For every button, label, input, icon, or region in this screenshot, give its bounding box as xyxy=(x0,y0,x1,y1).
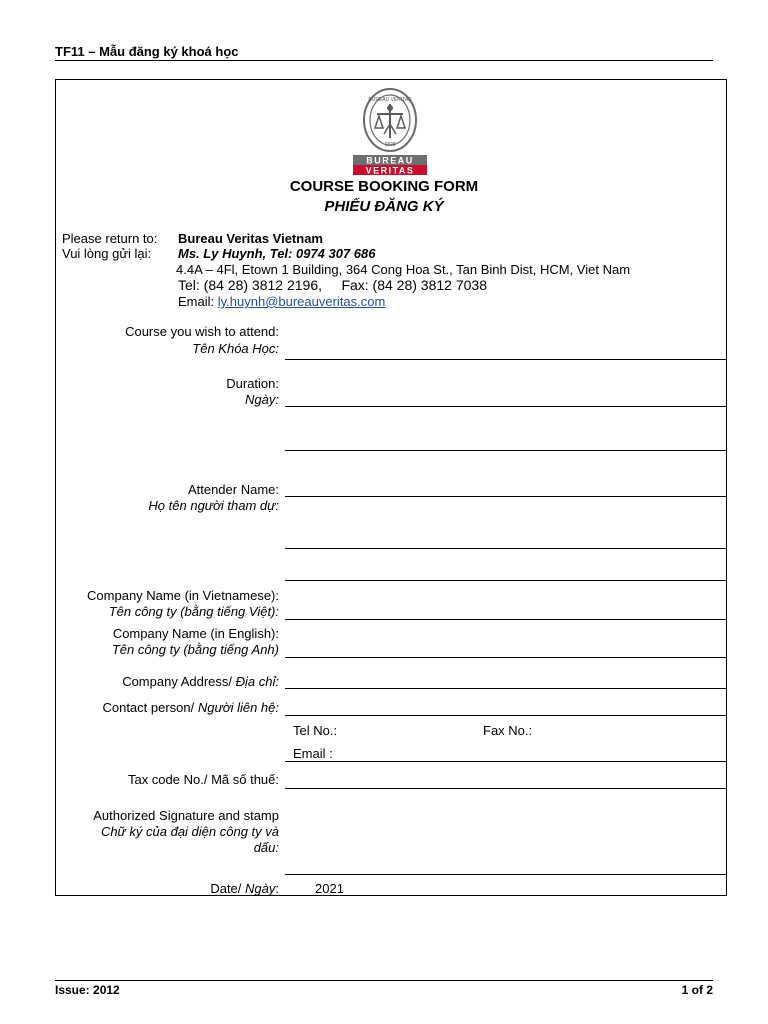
company-vn-label-en: Company Name (in Vietnamese): xyxy=(87,588,279,603)
svg-text:1828: 1828 xyxy=(384,142,396,148)
duration-label-vi: Ngày: xyxy=(245,392,279,407)
course-label-vi: Tên Khóa Học: xyxy=(192,341,279,356)
svg-text:BUREAU: BUREAU xyxy=(366,155,414,166)
company-en-label-vi: Tên công ty (bằng tiếng Anh) xyxy=(111,642,279,657)
bureau-veritas-logo xyxy=(353,88,427,176)
fax-label: Fax No.: xyxy=(483,723,533,738)
attender-input-line[interactable] xyxy=(285,496,727,497)
contact-label xyxy=(19,700,279,716)
email-label: Email: xyxy=(178,294,218,309)
svg-text:BUREAU VERITAS: BUREAU VERITAS xyxy=(368,97,412,103)
contact-input-line[interactable] xyxy=(285,715,727,716)
address-label xyxy=(19,674,279,690)
return-address: 4.4A – 4Fl, Etown 1 Building, 364 Cong Hoa St., Tan Binh Dist, HCM, Viet Nam xyxy=(176,262,631,277)
duration-label-en: Duration: xyxy=(226,376,279,391)
attender-label-vi: Họ tên người tham dự: xyxy=(148,498,279,513)
signature-label-vi-1: Chữ ký của đại diện công ty và xyxy=(100,824,279,839)
svg-text:VERITAS: VERITAS xyxy=(365,165,415,176)
return-email-line xyxy=(178,294,385,310)
date-label-vi: Ngày xyxy=(245,881,276,896)
return-label-vi: Vui lòng gửi lại: xyxy=(62,246,152,261)
company-vn-input-line[interactable] xyxy=(285,619,727,620)
course-input-line[interactable] xyxy=(285,359,727,360)
duration-extra-line[interactable] xyxy=(285,450,727,451)
signature-label-en: Authorized Signature and stamp xyxy=(93,808,279,823)
return-label-en: Please return to: xyxy=(62,231,158,246)
contact-label-vi: Người liên hệ: xyxy=(197,700,279,715)
duration-input-line[interactable] xyxy=(285,406,727,407)
form-title-vietnamese: PHIẾU ĐĂNG KÝ xyxy=(324,198,444,215)
email-field-label: Email : xyxy=(293,746,333,761)
email-link[interactable]: ly.huynh@bureauveritas.com xyxy=(217,294,386,309)
email-input-line[interactable] xyxy=(285,761,727,762)
course-label-en: Course you wish to attend: xyxy=(125,324,279,339)
attender-extra-line-1[interactable] xyxy=(285,548,727,549)
return-company: Bureau Veritas Vietnam xyxy=(178,231,323,246)
tax-code-input-line[interactable] xyxy=(285,788,727,789)
return-tel-fax: Tel: (84 28) 3812 2196, Fax: (84 28) 3812 7038 xyxy=(178,277,487,293)
date-label-colon: : xyxy=(275,881,279,896)
address-label-vi: Địa chỉ: xyxy=(235,674,279,689)
tax-code-label: Tax code No./ Mã số thuế: xyxy=(127,772,279,787)
attender-extra-line-2[interactable] xyxy=(285,580,727,581)
company-en-input-line[interactable] xyxy=(285,657,727,658)
footer-divider xyxy=(55,980,713,981)
document-header-title: TF11 – Mẫu đăng ký khoá học xyxy=(55,44,239,59)
footer-page-number: 1 of 2 xyxy=(681,983,713,997)
attender-label-en: Attender Name: xyxy=(187,482,279,497)
return-contact: Ms. Ly Huynh, Tel: 0974 307 686 xyxy=(178,246,376,261)
header-divider xyxy=(55,60,713,61)
date-label xyxy=(19,881,279,897)
contact-label-en: Contact person/ xyxy=(102,700,198,715)
address-input-line[interactable] xyxy=(285,688,727,689)
signature-label-vi-2: dấu: xyxy=(253,840,279,855)
tel-label: Tel No.: xyxy=(293,723,338,738)
company-vn-label-vi: Tên công ty (bằng tiếng Việt): xyxy=(108,604,279,619)
footer-issue: Issue: 2012 xyxy=(55,983,120,997)
form-title: COURSE BOOKING FORM xyxy=(289,178,479,195)
company-en-label-en: Company Name (in English): xyxy=(112,626,279,641)
signature-area-line[interactable] xyxy=(285,874,727,875)
date-value: 2021 xyxy=(315,881,344,896)
address-label-en: Company Address/ xyxy=(122,674,236,689)
date-label-en: Date/ xyxy=(210,881,246,896)
